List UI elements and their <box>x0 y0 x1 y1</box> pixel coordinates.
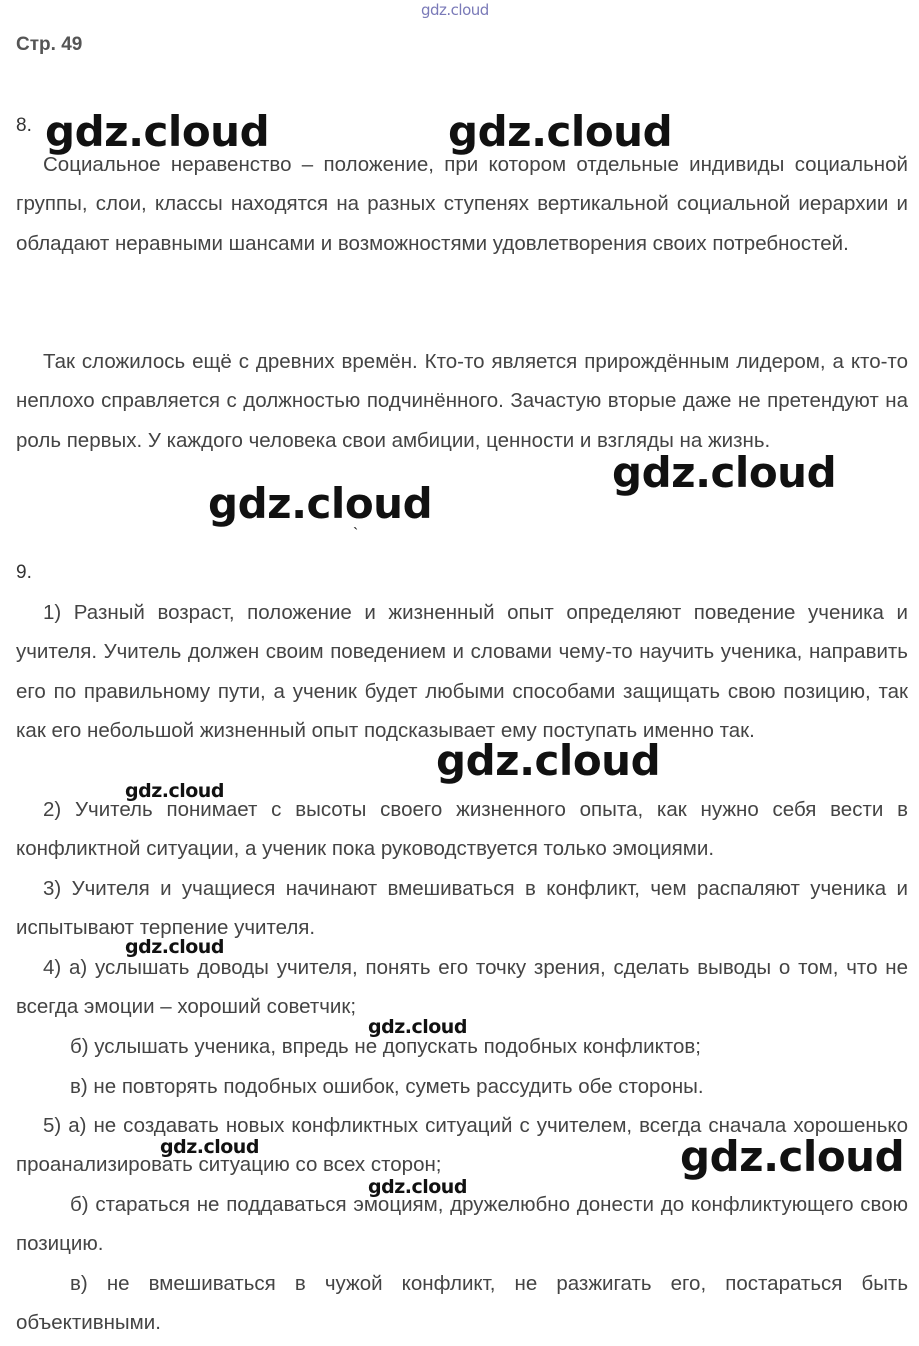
watermark: gdz.cloud <box>45 107 270 156</box>
watermark-top: gdz.cloud <box>421 1 489 19</box>
watermark: gdz.cloud <box>368 1016 467 1038</box>
answer-item: б) стараться не поддаваться эмоциям, дружелюбно донести до конфликтующего свою позицию. <box>16 1193 908 1256</box>
task-paragraph: Так сложилось ещё с древних времён. Кто-то является прирождённым лидером, а кто-то неплохо справляется с должностью подчинённого. Зачастую вторые даже не претендуют на роль первых. У каждого человека свои амбиции, ценности и взгляды на жизнь. <box>16 350 908 452</box>
watermark: gdz.cloud <box>436 736 661 785</box>
answer-item: 1) Разный возраст, положение и жизненный опыт определяют поведение ученика и учителя. Учитель должен своим поведением и словами чему-то научить ученика, направить его по правильному пути, а ученик будет любыми способами защищать свою позицию, так как его небольшой жизненный опыт подсказывает ему поступать именно так. <box>16 601 908 743</box>
answer-item: в) не повторять подобных ошибок, суметь рассудить обе стороны. <box>70 1075 704 1098</box>
watermark: gdz.cloud <box>208 479 433 528</box>
watermark: gdz.cloud <box>448 107 673 156</box>
task-number: 8. <box>16 115 32 136</box>
task-number: 9. <box>16 562 32 583</box>
watermark: gdz.cloud <box>680 1132 905 1181</box>
task-paragraph: Социальное неравенство – положение, при котором отдельные индивиды социальной группы, слои, классы находятся на разных ступенях вертикальной социальной иерархии и обладают неравными шансами и возможностями удовлетворения своих потребностей. <box>16 153 908 255</box>
watermark: gdz.cloud <box>125 936 224 958</box>
watermark: gdz.cloud <box>612 448 837 497</box>
answer-item: б) услышать ученика, впредь не допускать подобных конфликтов; <box>70 1035 701 1058</box>
stray-mark: ` <box>353 526 359 543</box>
watermark: gdz.cloud <box>368 1176 467 1198</box>
answer-item: 2) Учитель понимает с высоты своего жизненного опыта, как нужно себя вести в конфликтной ситуации, а ученик пока руководствуется только эмоциями. <box>16 798 908 861</box>
answer-item: 5) а) не создавать новых конфликтных ситуаций с учителем, всегда сначала хорошенько проанализировать ситуацию со всех сторон; <box>16 1114 908 1177</box>
page-label: Стр. 49 <box>16 34 83 55</box>
answer-item: 4) а) услышать доводы учителя, понять его точку зрения, сделать выводы о том, что не всегда эмоции – хороший советчик; <box>16 956 908 1019</box>
watermark: gdz.cloud <box>160 1136 259 1158</box>
answer-item: 3) Учителя и учащиеся начинают вмешиваться в конфликт, чем распаляют ученика и испытывают терпение учителя. <box>16 877 908 940</box>
answer-item: в) не вмешиваться в чужой конфликт, не разжигать его, постараться быть объективными. <box>16 1272 908 1335</box>
watermark: gdz.cloud <box>125 780 224 802</box>
